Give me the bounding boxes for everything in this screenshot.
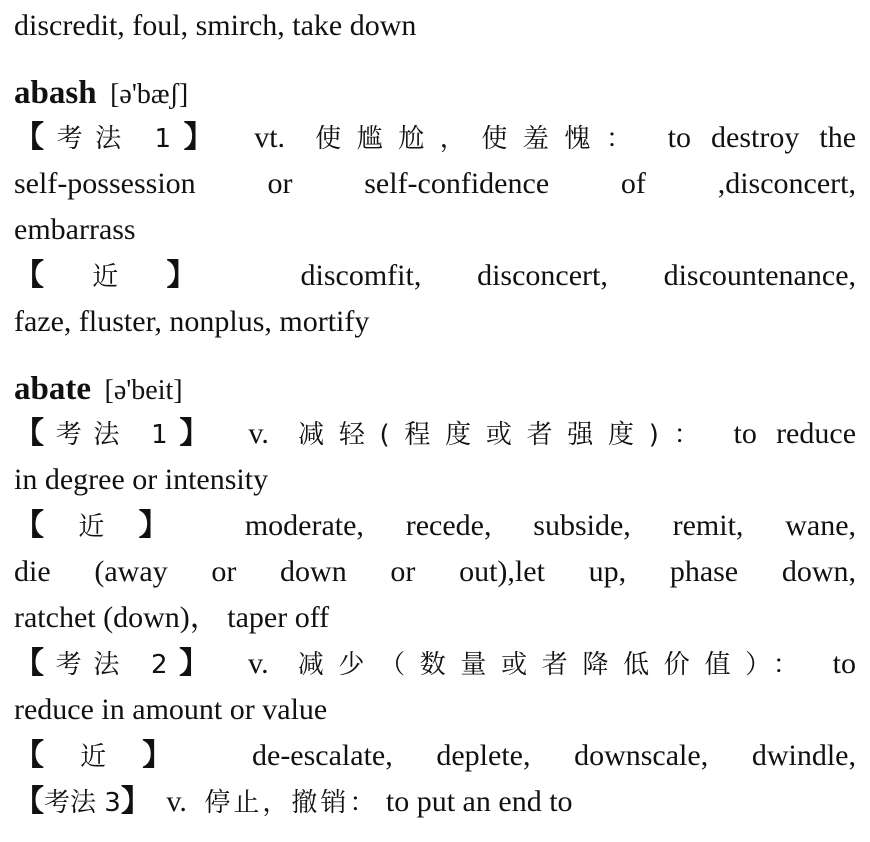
synonym-tag: 近 (80, 742, 143, 772)
synonym-tag: 近 (78, 512, 139, 542)
sense-line (14, 118, 856, 164)
synonym-line (14, 506, 856, 552)
sense-tag: 考法 1 (56, 124, 172, 154)
bracket-close: 】 (138, 509, 203, 542)
intro-line: discredit, foul, smirch, take down (14, 9, 417, 42)
entry-abash (14, 68, 856, 348)
pronunciation: [ə'beit] (104, 375, 183, 406)
headword: abate (14, 371, 91, 407)
headword: abash (14, 75, 97, 111)
bracket-open: 【 (14, 647, 56, 680)
definition-line: self-possession or self-confidence of ,disconcert, (14, 167, 856, 200)
definition-text: to put an end to (385, 785, 573, 818)
headword-line (14, 68, 856, 118)
bracket-close: 】 (120, 785, 151, 818)
part-of-speech: v. (248, 647, 269, 680)
definition-line: embarrass (14, 213, 136, 246)
part-of-speech: v. (248, 417, 269, 450)
synonym-tag: 近 (92, 262, 167, 292)
bracket-open: 【 (14, 121, 57, 154)
definition-text: to (832, 647, 856, 680)
synonym-text: discomfit, disconcert, discountenance, (300, 259, 857, 292)
synonym-text: moderate, recede, subside, remit, wane, (244, 509, 857, 542)
bracket-open: 【 (14, 509, 79, 542)
synonym-text: de-escalate, deplete, downscale, dwindle, (252, 739, 856, 772)
chinese-gloss: 使尴尬，使羞愧： (315, 124, 648, 154)
bracket-close: 】 (166, 259, 245, 292)
definition-line: reduce in amount or value (14, 693, 328, 726)
chinese-gloss: 减少（数量或者降低价值）： (297, 650, 814, 680)
chinese-gloss: 停止，撤销： (204, 788, 379, 818)
definition-text: to reduce (733, 417, 857, 450)
synonym-line (14, 256, 856, 302)
bracket-open: 【 (14, 739, 81, 772)
part-of-speech: vt. (254, 121, 286, 154)
sense-line (14, 782, 856, 828)
bracket-close: 】 (167, 417, 222, 450)
bracket-open: 【 (14, 417, 56, 450)
bracket-open: 【 (14, 259, 93, 292)
sense-tag: 考法 1 (55, 420, 168, 450)
synonym-line: die (away or down or out),let up, phase down, (14, 555, 856, 588)
bracket-close: 】 (142, 739, 209, 772)
synonym-line: faze, fluster, nonplus, mortify (14, 305, 370, 338)
bracket-close: 】 (167, 647, 221, 680)
spacer (14, 52, 856, 68)
part-of-speech: v. (166, 785, 187, 818)
chinese-gloss: 减轻(程度或者强度)： (298, 420, 715, 450)
headword-line (14, 364, 856, 414)
bracket-close: 】 (171, 121, 227, 154)
definition-line: in degree or intensity (14, 463, 269, 496)
definition-text: to destroy the (667, 121, 857, 154)
synonym-line: ratchet (down)， taper off (14, 601, 330, 634)
entry-abate (14, 364, 856, 828)
sense-tag: 考法 3 (44, 788, 121, 818)
bracket-open: 【 (14, 785, 44, 818)
sense-line (14, 414, 856, 460)
sense-tag: 考法 2 (55, 650, 168, 680)
pronunciation: [ə'bæʃ] (110, 79, 189, 110)
spacer (14, 348, 856, 364)
sense-line (14, 644, 856, 690)
synonym-line (14, 736, 856, 782)
